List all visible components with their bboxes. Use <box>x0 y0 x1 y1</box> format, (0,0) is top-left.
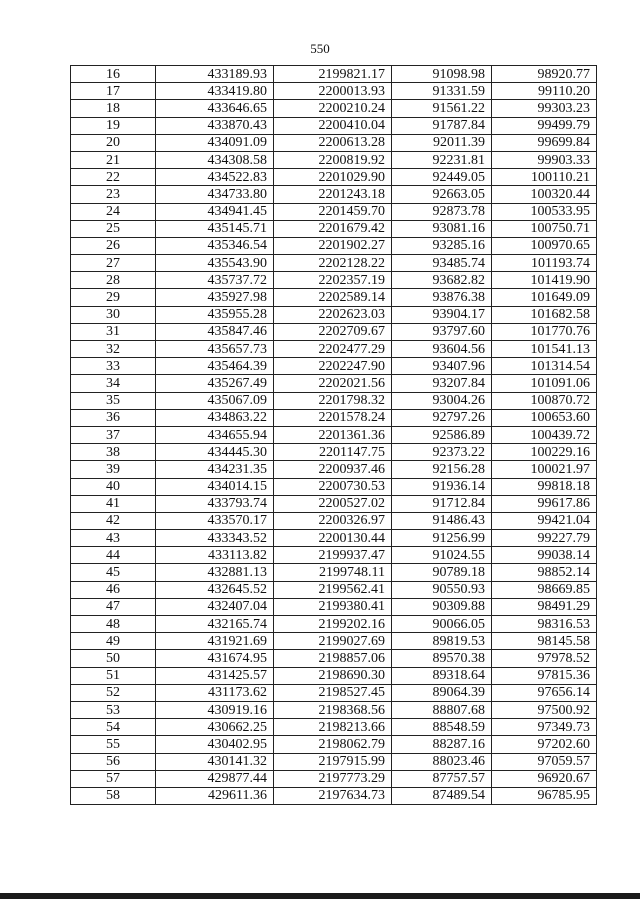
x-coordinate-cell: 431173.62 <box>156 684 274 701</box>
table-row <box>71 272 597 289</box>
y-coordinate-cell: 2198690.30 <box>274 667 392 684</box>
y-coordinate-cell: 2202128.22 <box>274 255 392 272</box>
point-number-cell: 43 <box>71 530 156 547</box>
point-number-cell: 25 <box>71 220 156 237</box>
table-row <box>71 598 597 615</box>
table-row <box>71 117 597 134</box>
y-value-cell: 98316.53 <box>492 616 597 633</box>
x-value-cell: 93904.17 <box>392 306 492 323</box>
x-value-cell: 90066.05 <box>392 616 492 633</box>
table-row <box>71 736 597 753</box>
table-row <box>71 530 597 547</box>
y-value-cell: 100229.16 <box>492 444 597 461</box>
point-number-cell: 55 <box>71 736 156 753</box>
y-value-cell: 98491.29 <box>492 598 597 615</box>
y-value-cell: 99227.79 <box>492 530 597 547</box>
x-value-cell: 88807.68 <box>392 701 492 718</box>
x-value-cell: 93682.82 <box>392 272 492 289</box>
table-row <box>71 323 597 340</box>
point-number-cell: 51 <box>71 667 156 684</box>
point-number-cell: 29 <box>71 289 156 306</box>
y-coordinate-cell: 2198213.66 <box>274 719 392 736</box>
y-coordinate-cell: 2199380.41 <box>274 598 392 615</box>
x-value-cell: 91024.55 <box>392 547 492 564</box>
x-coordinate-cell: 433570.17 <box>156 512 274 529</box>
point-number-cell: 38 <box>71 444 156 461</box>
y-value-cell: 99038.14 <box>492 547 597 564</box>
x-value-cell: 93004.26 <box>392 392 492 409</box>
x-coordinate-cell: 435927.98 <box>156 289 274 306</box>
y-value-cell: 99303.23 <box>492 100 597 117</box>
x-value-cell: 90789.18 <box>392 564 492 581</box>
y-coordinate-cell: 2200730.53 <box>274 478 392 495</box>
x-value-cell: 88023.46 <box>392 753 492 770</box>
table-row <box>71 564 597 581</box>
y-value-cell: 96785.95 <box>492 787 597 804</box>
x-coordinate-cell: 432165.74 <box>156 616 274 633</box>
y-value-cell: 97349.73 <box>492 719 597 736</box>
y-coordinate-cell: 2202589.14 <box>274 289 392 306</box>
y-coordinate-cell: 2197915.99 <box>274 753 392 770</box>
x-coordinate-cell: 434231.35 <box>156 461 274 478</box>
y-coordinate-cell: 2199821.17 <box>274 66 392 83</box>
x-value-cell: 89318.64 <box>392 667 492 684</box>
y-coordinate-cell: 2200410.04 <box>274 117 392 134</box>
x-coordinate-cell: 435955.28 <box>156 306 274 323</box>
x-value-cell: 92449.05 <box>392 169 492 186</box>
x-value-cell: 93485.74 <box>392 255 492 272</box>
point-number-cell: 19 <box>71 117 156 134</box>
point-number-cell: 42 <box>71 512 156 529</box>
table-row <box>71 100 597 117</box>
point-number-cell: 34 <box>71 375 156 392</box>
y-value-cell: 101770.76 <box>492 323 597 340</box>
x-value-cell: 91936.14 <box>392 478 492 495</box>
x-coordinate-cell: 435464.39 <box>156 358 274 375</box>
y-coordinate-cell: 2200613.28 <box>274 134 392 151</box>
y-coordinate-cell: 2200013.93 <box>274 83 392 100</box>
y-coordinate-cell: 2198368.56 <box>274 701 392 718</box>
x-coordinate-cell: 434308.58 <box>156 151 274 168</box>
x-coordinate-cell: 433646.65 <box>156 100 274 117</box>
x-coordinate-cell: 435543.90 <box>156 255 274 272</box>
table-row <box>71 616 597 633</box>
point-number-cell: 36 <box>71 409 156 426</box>
y-value-cell: 97059.57 <box>492 753 597 770</box>
table-row <box>71 151 597 168</box>
coordinate-table-body <box>71 66 597 805</box>
y-value-cell: 98852.14 <box>492 564 597 581</box>
y-coordinate-cell: 2198857.06 <box>274 650 392 667</box>
y-value-cell: 100320.44 <box>492 186 597 203</box>
table-row <box>71 392 597 409</box>
y-value-cell: 98145.58 <box>492 633 597 650</box>
y-coordinate-cell: 2201361.36 <box>274 426 392 443</box>
y-value-cell: 100021.97 <box>492 461 597 478</box>
table-row <box>71 633 597 650</box>
y-value-cell: 100870.72 <box>492 392 597 409</box>
y-value-cell: 100439.72 <box>492 426 597 443</box>
y-coordinate-cell: 2200527.02 <box>274 495 392 512</box>
y-coordinate-cell: 2197634.73 <box>274 787 392 804</box>
point-number-cell: 23 <box>71 186 156 203</box>
x-coordinate-cell: 435067.09 <box>156 392 274 409</box>
x-value-cell: 92797.26 <box>392 409 492 426</box>
y-coordinate-cell: 2200819.92 <box>274 151 392 168</box>
y-coordinate-cell: 2201459.70 <box>274 203 392 220</box>
point-number-cell: 41 <box>71 495 156 512</box>
table-row <box>71 461 597 478</box>
x-coordinate-cell: 432645.52 <box>156 581 274 598</box>
x-coordinate-cell: 435145.71 <box>156 220 274 237</box>
y-value-cell: 97978.52 <box>492 650 597 667</box>
y-coordinate-cell: 2201798.32 <box>274 392 392 409</box>
point-number-cell: 49 <box>71 633 156 650</box>
y-value-cell: 97500.92 <box>492 701 597 718</box>
x-coordinate-cell: 431425.57 <box>156 667 274 684</box>
y-value-cell: 97202.60 <box>492 736 597 753</box>
x-value-cell: 93604.56 <box>392 341 492 358</box>
x-value-cell: 93285.16 <box>392 237 492 254</box>
x-value-cell: 87757.57 <box>392 770 492 787</box>
point-number-cell: 16 <box>71 66 156 83</box>
x-value-cell: 91561.22 <box>392 100 492 117</box>
x-coordinate-cell: 435657.73 <box>156 341 274 358</box>
table-row <box>71 134 597 151</box>
x-coordinate-cell: 433189.93 <box>156 66 274 83</box>
y-value-cell: 99421.04 <box>492 512 597 529</box>
y-value-cell: 99818.18 <box>492 478 597 495</box>
point-number-cell: 28 <box>71 272 156 289</box>
x-coordinate-cell: 432881.13 <box>156 564 274 581</box>
table-row <box>71 169 597 186</box>
x-coordinate-cell: 430402.95 <box>156 736 274 753</box>
x-coordinate-cell: 434091.09 <box>156 134 274 151</box>
x-value-cell: 93081.16 <box>392 220 492 237</box>
x-coordinate-cell: 434863.22 <box>156 409 274 426</box>
x-value-cell: 90309.88 <box>392 598 492 615</box>
x-coordinate-cell: 434733.80 <box>156 186 274 203</box>
point-number-cell: 20 <box>71 134 156 151</box>
x-coordinate-cell: 433113.82 <box>156 547 274 564</box>
table-row <box>71 701 597 718</box>
y-coordinate-cell: 2201243.18 <box>274 186 392 203</box>
x-coordinate-cell: 435267.49 <box>156 375 274 392</box>
x-value-cell: 88287.16 <box>392 736 492 753</box>
table-row <box>71 409 597 426</box>
point-number-cell: 58 <box>71 787 156 804</box>
coordinate-table <box>70 65 597 805</box>
x-value-cell: 91787.84 <box>392 117 492 134</box>
x-value-cell: 92586.89 <box>392 426 492 443</box>
table-row <box>71 495 597 512</box>
y-coordinate-cell: 2200210.24 <box>274 100 392 117</box>
y-coordinate-cell: 2202477.29 <box>274 341 392 358</box>
point-number-cell: 24 <box>71 203 156 220</box>
point-number-cell: 39 <box>71 461 156 478</box>
y-value-cell: 101091.06 <box>492 375 597 392</box>
x-value-cell: 91486.43 <box>392 512 492 529</box>
x-coordinate-cell: 430919.16 <box>156 701 274 718</box>
x-coordinate-cell: 431921.69 <box>156 633 274 650</box>
point-number-cell: 48 <box>71 616 156 633</box>
x-value-cell: 92663.05 <box>392 186 492 203</box>
x-value-cell: 89570.38 <box>392 650 492 667</box>
x-value-cell: 93407.96 <box>392 358 492 375</box>
x-value-cell: 91098.98 <box>392 66 492 83</box>
table-row <box>71 719 597 736</box>
table-row <box>71 341 597 358</box>
table-row <box>71 66 597 83</box>
page-number: 550 <box>310 41 330 56</box>
point-number-cell: 50 <box>71 650 156 667</box>
y-value-cell: 100653.60 <box>492 409 597 426</box>
y-coordinate-cell: 2197773.29 <box>274 770 392 787</box>
point-number-cell: 35 <box>71 392 156 409</box>
x-value-cell: 93797.60 <box>392 323 492 340</box>
table-row <box>71 358 597 375</box>
y-coordinate-cell: 2201147.75 <box>274 444 392 461</box>
y-coordinate-cell: 2199562.41 <box>274 581 392 598</box>
point-number-cell: 18 <box>71 100 156 117</box>
table-row <box>71 203 597 220</box>
table-row <box>71 237 597 254</box>
y-value-cell: 101193.74 <box>492 255 597 272</box>
y-coordinate-cell: 2198527.45 <box>274 684 392 701</box>
x-coordinate-cell: 430141.32 <box>156 753 274 770</box>
y-coordinate-cell: 2199027.69 <box>274 633 392 650</box>
y-value-cell: 99903.33 <box>492 151 597 168</box>
table-row <box>71 684 597 701</box>
point-number-cell: 26 <box>71 237 156 254</box>
x-coordinate-cell: 433343.52 <box>156 530 274 547</box>
table-row <box>71 581 597 598</box>
table-row <box>71 547 597 564</box>
y-value-cell: 101682.58 <box>492 306 597 323</box>
table-row <box>71 375 597 392</box>
point-number-cell: 22 <box>71 169 156 186</box>
y-value-cell: 100110.21 <box>492 169 597 186</box>
x-value-cell: 93876.38 <box>392 289 492 306</box>
x-value-cell: 92231.81 <box>392 151 492 168</box>
table-row <box>71 667 597 684</box>
y-coordinate-cell: 2202357.19 <box>274 272 392 289</box>
point-number-cell: 31 <box>71 323 156 340</box>
table-row <box>71 220 597 237</box>
point-number-cell: 53 <box>71 701 156 718</box>
x-value-cell: 92156.28 <box>392 461 492 478</box>
x-value-cell: 91712.84 <box>392 495 492 512</box>
x-coordinate-cell: 435346.54 <box>156 237 274 254</box>
x-coordinate-cell: 432407.04 <box>156 598 274 615</box>
x-coordinate-cell: 434655.94 <box>156 426 274 443</box>
x-value-cell: 89819.53 <box>392 633 492 650</box>
x-value-cell: 92873.78 <box>392 203 492 220</box>
y-value-cell: 100970.65 <box>492 237 597 254</box>
x-coordinate-cell: 435737.72 <box>156 272 274 289</box>
table-row <box>71 444 597 461</box>
table-row <box>71 426 597 443</box>
x-value-cell: 91331.59 <box>392 83 492 100</box>
y-value-cell: 97656.14 <box>492 684 597 701</box>
table-row <box>71 650 597 667</box>
table-row <box>71 753 597 770</box>
x-value-cell: 91256.99 <box>392 530 492 547</box>
y-coordinate-cell: 2201029.90 <box>274 169 392 186</box>
point-number-cell: 57 <box>71 770 156 787</box>
y-coordinate-cell: 2200937.46 <box>274 461 392 478</box>
x-value-cell: 92011.39 <box>392 134 492 151</box>
y-value-cell: 99699.84 <box>492 134 597 151</box>
x-coordinate-cell: 434522.83 <box>156 169 274 186</box>
x-value-cell: 87489.54 <box>392 787 492 804</box>
table-row <box>71 255 597 272</box>
x-value-cell: 90550.93 <box>392 581 492 598</box>
point-number-cell: 17 <box>71 83 156 100</box>
point-number-cell: 45 <box>71 564 156 581</box>
x-value-cell: 92373.22 <box>392 444 492 461</box>
x-coordinate-cell: 435847.46 <box>156 323 274 340</box>
y-coordinate-cell: 2201578.24 <box>274 409 392 426</box>
x-value-cell: 93207.84 <box>392 375 492 392</box>
y-coordinate-cell: 2198062.79 <box>274 736 392 753</box>
x-coordinate-cell: 433793.74 <box>156 495 274 512</box>
y-coordinate-cell: 2202247.90 <box>274 358 392 375</box>
x-coordinate-cell: 434445.30 <box>156 444 274 461</box>
point-number-cell: 46 <box>71 581 156 598</box>
y-coordinate-cell: 2201679.42 <box>274 220 392 237</box>
y-value-cell: 99617.86 <box>492 495 597 512</box>
x-coordinate-cell: 429877.44 <box>156 770 274 787</box>
y-coordinate-cell: 2201902.27 <box>274 237 392 254</box>
point-number-cell: 52 <box>71 684 156 701</box>
y-value-cell: 98920.77 <box>492 66 597 83</box>
table-row <box>71 770 597 787</box>
table-row <box>71 478 597 495</box>
y-coordinate-cell: 2199937.47 <box>274 547 392 564</box>
y-value-cell: 101649.09 <box>492 289 597 306</box>
point-number-cell: 21 <box>71 151 156 168</box>
y-value-cell: 101419.90 <box>492 272 597 289</box>
y-value-cell: 100533.95 <box>492 203 597 220</box>
y-value-cell: 98669.85 <box>492 581 597 598</box>
x-coordinate-cell: 431674.95 <box>156 650 274 667</box>
table-row <box>71 306 597 323</box>
y-coordinate-cell: 2199748.11 <box>274 564 392 581</box>
y-value-cell: 97815.36 <box>492 667 597 684</box>
point-number-cell: 33 <box>71 358 156 375</box>
x-coordinate-cell: 429611.36 <box>156 787 274 804</box>
y-coordinate-cell: 2200326.97 <box>274 512 392 529</box>
x-coordinate-cell: 433419.80 <box>156 83 274 100</box>
table-row <box>71 186 597 203</box>
x-coordinate-cell: 430662.25 <box>156 719 274 736</box>
point-number-cell: 40 <box>71 478 156 495</box>
point-number-cell: 30 <box>71 306 156 323</box>
point-number-cell: 56 <box>71 753 156 770</box>
y-value-cell: 100750.71 <box>492 220 597 237</box>
y-value-cell: 101314.54 <box>492 358 597 375</box>
point-number-cell: 32 <box>71 341 156 358</box>
scan-edge-bar <box>0 893 640 899</box>
point-number-cell: 54 <box>71 719 156 736</box>
point-number-cell: 44 <box>71 547 156 564</box>
x-value-cell: 89064.39 <box>392 684 492 701</box>
y-coordinate-cell: 2199202.16 <box>274 616 392 633</box>
table-row <box>71 83 597 100</box>
x-coordinate-cell: 433870.43 <box>156 117 274 134</box>
y-value-cell: 99499.79 <box>492 117 597 134</box>
x-value-cell: 88548.59 <box>392 719 492 736</box>
y-value-cell: 99110.20 <box>492 83 597 100</box>
table-row <box>71 289 597 306</box>
x-coordinate-cell: 434014.15 <box>156 478 274 495</box>
point-number-cell: 47 <box>71 598 156 615</box>
y-value-cell: 101541.13 <box>492 341 597 358</box>
y-coordinate-cell: 2202709.67 <box>274 323 392 340</box>
y-coordinate-cell: 2200130.44 <box>274 530 392 547</box>
table-row <box>71 787 597 804</box>
point-number-cell: 37 <box>71 426 156 443</box>
y-coordinate-cell: 2202623.03 <box>274 306 392 323</box>
y-value-cell: 96920.67 <box>492 770 597 787</box>
table-row <box>71 512 597 529</box>
point-number-cell: 27 <box>71 255 156 272</box>
x-coordinate-cell: 434941.45 <box>156 203 274 220</box>
y-coordinate-cell: 2202021.56 <box>274 375 392 392</box>
